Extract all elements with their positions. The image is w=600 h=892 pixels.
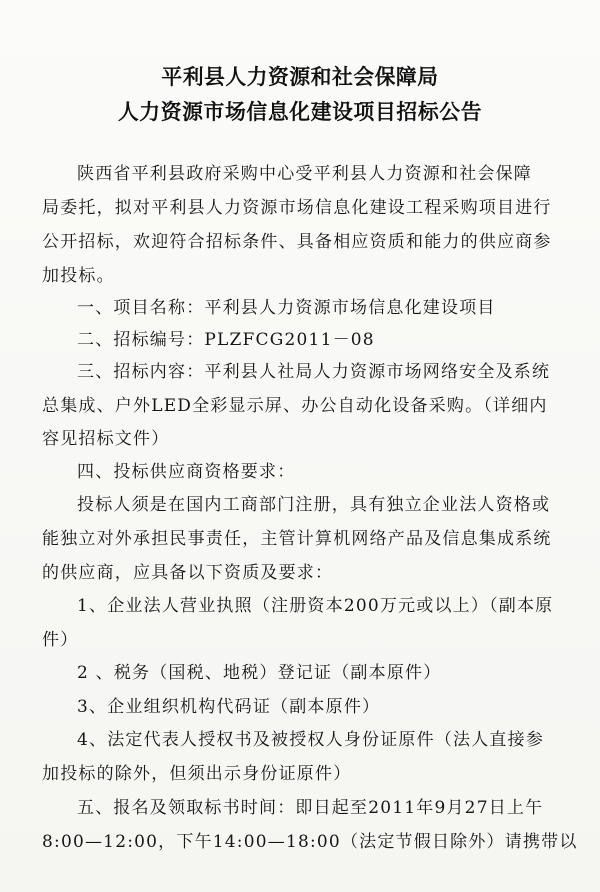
section-heading: 五、报名及领取标书时间：即日起至2011年9月27日上午 [77,798,544,818]
body-line: 总集成、户外LED全彩显示屏、办公自动化设备采购。（详细内 [42,396,548,416]
body-line: 陕西省平利县政府采购中心受平利县人力资源和社会保障 [77,164,532,184]
document-title-line-1: 平利县人力资源和社会保障局 [161,65,439,89]
body-line: 8:00—12:00，下午14:00—18:00（法定节假日除外）请携带以 [42,832,578,852]
body-line: 公开招标，欢迎符合招标条件、具备相应资质和能力的供应商参 [42,232,552,252]
document-title-line-2: 人力资源市场信息化建设项目招标公告 [117,100,483,124]
list-item-continuation: 件） [42,630,79,650]
body-line: 投标人须是在国内工商部门注册，具有独立企业法人资格或 [77,495,551,515]
section-heading: 四、投标供应商资格要求： [77,462,296,482]
list-item: 1、企业法人营业执照（注册资本200万元或以上）（副本原 [77,596,554,616]
body-line: 加投标。 [42,266,115,286]
list-item-continuation: 加投标的除外，但须出示身份证原件） [42,764,352,784]
body-line: 能独立对外承担民事责任，主管计算机网络产品及信息集成系统 [42,529,552,549]
body-line: 容见招标文件） [42,429,170,449]
list-item: 3、企业组织机构代码证（副本原件） [77,697,381,717]
list-item: 4、法定代表人授权书及被授权人身份证原件（法人直接参 [77,730,545,750]
section-heading: 一、项目名称：平利县人力资源市场信息化建设项目 [77,298,496,318]
body-line: 的供应商，应具备以下资质及要求： [42,563,334,583]
section-heading: 三、招标内容：平利县人社局人力资源市场网络安全及系统 [77,362,551,382]
body-line: 局委托，拟对平利县人力资源市场信息化建设工程采购项目进行 [42,198,552,218]
section-heading: 二、招标编号：PLZFCG2011－08 [77,330,375,350]
list-item: 2 、税务（国税、地税）登记证（副本原件） [77,663,442,683]
